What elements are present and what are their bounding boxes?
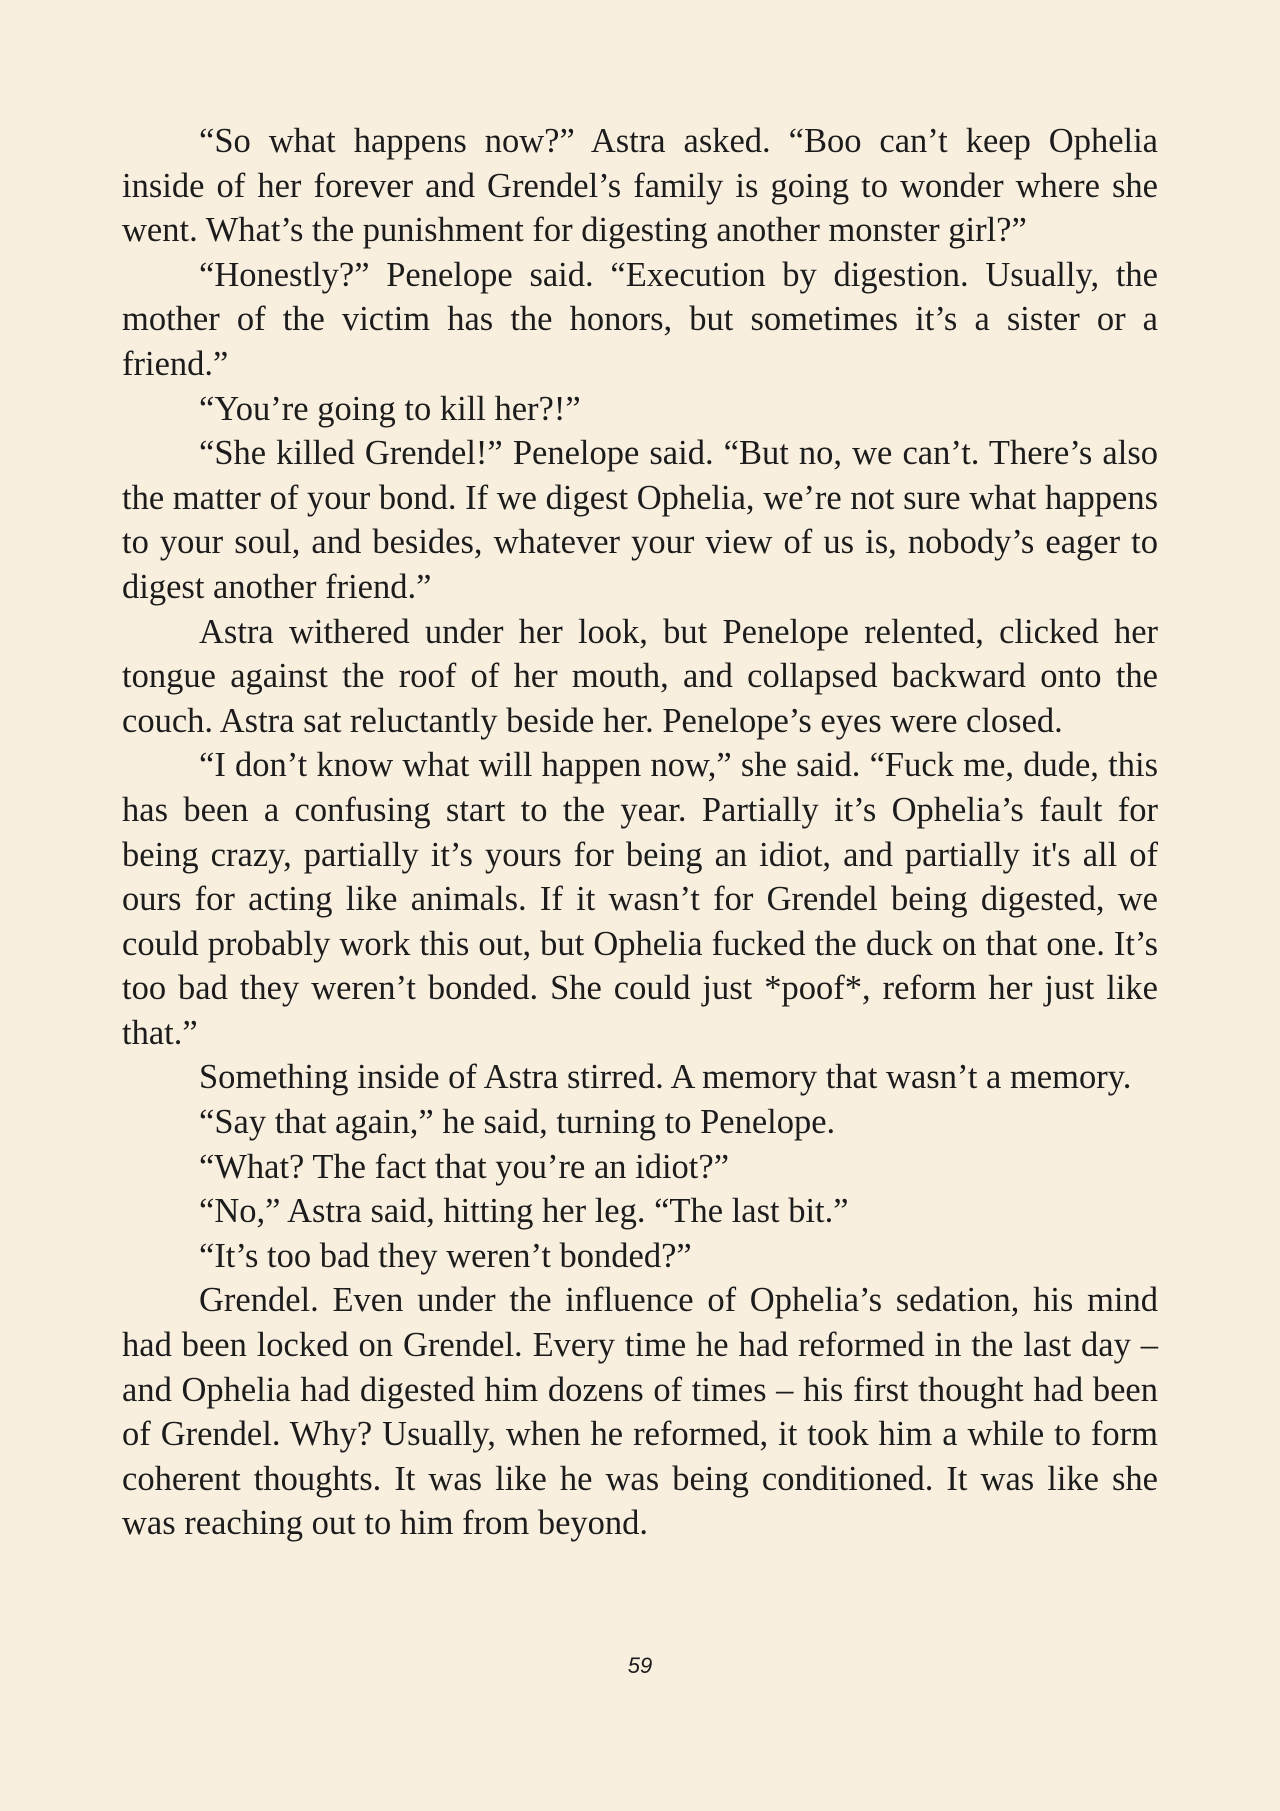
paragraph-6: “I don’t know what will happen now,” she said. “Fuck me, dude, this has been a confusing start to the year. Partially it’s Ophelia’s fault for being crazy, partially it’s yours for being an idiot, and partially it's all of ours for acting like animals. If it wasn’t for Grendel being digested, we could probably work this out, but Ophelia fucked the duck on that one. It’s too bad they weren’t bonded. She could just *poof*, reform her just like that.”: [122, 746, 1158, 1052]
paragraph-3: “You’re going to kill her?!”: [199, 389, 581, 428]
book-page-body: [122, 119, 1158, 1546]
paragraph-7: Something inside of Astra stirred. A memory that wasn’t a memory.: [199, 1058, 1132, 1097]
paragraph-8: “Say that again,” he said, turning to Penelope.: [199, 1103, 836, 1142]
paragraph-12: Grendel. Even under the influence of Ophelia’s sedation, his mind had been locked on Grendel. Every time he had reformed in the last day – and Ophelia had digested him dozens of times – his first thought had been of Grendel. Why? Usually, when he reformed, it took him a while to form coherent thoughts. It was like he was being conditioned. It was like she was reaching out to him from beyond.: [122, 1281, 1158, 1543]
paragraph-9: “What? The fact that you’re an idiot?”: [199, 1147, 730, 1186]
paragraph-10: “No,” Astra said, hitting her leg. “The last bit.”: [199, 1192, 849, 1231]
paragraph-11: “It’s too bad they weren’t bonded?”: [199, 1236, 692, 1275]
paragraph-2: “Honestly?” Penelope said. “Execution by digestion. Usually, the mother of the victim has the honors, but sometimes it’s a sister or a friend.”: [122, 255, 1158, 383]
paragraph-4: “She killed Grendel!” Penelope said. “But no, we can’t. There’s also the matter of your bond. If we digest Ophelia, we’re not sure what happens to your soul, and besides, whatever your view of us is, nobody’s eager to digest another friend.”: [122, 434, 1158, 606]
paragraph-1: “So what happens now?” Astra asked. “Boo can’t keep Ophelia inside of her forever and Grendel’s family is going to wonder where she went. What’s the punishment for digesting another monster girl?”: [122, 122, 1158, 250]
page-number: 59: [627, 1653, 653, 1678]
paragraph-5: Astra withered under her look, but Penelope relented, clicked her tongue against the roof of her mouth, and collapsed backward onto the couch. Astra sat reluctantly beside her. Penelope’s eyes were closed.: [122, 612, 1158, 740]
